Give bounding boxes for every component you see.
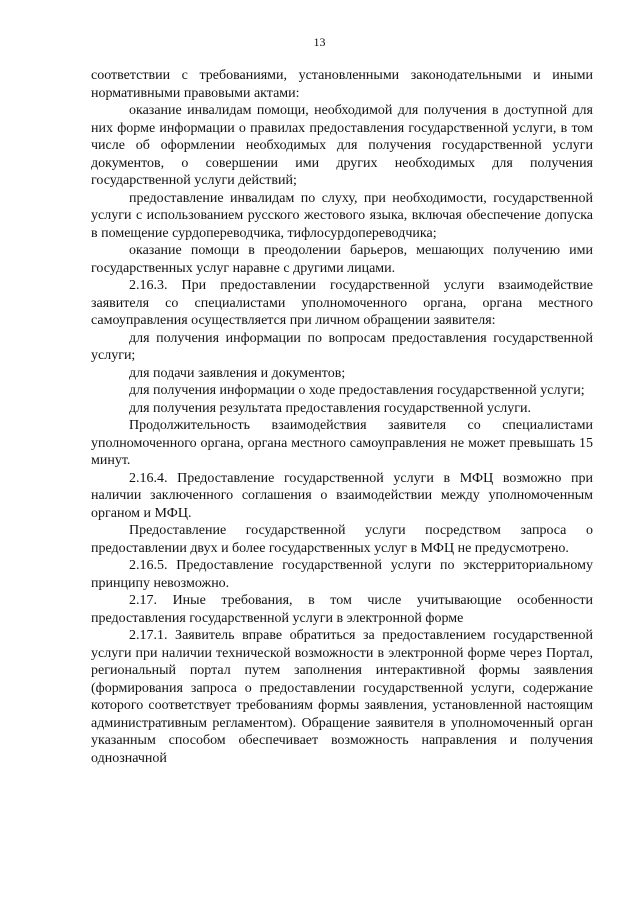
paragraph: оказание инвалидам помощи, необходимой для получения в доступной для них форме информации о правилах предоставления государственной услуги, в том числе об оформлении необходимых для получения государственной услуги документов, о совершении ими других необходимых для получения государственной услуги действий; (91, 103, 593, 188)
paragraph: для получения результата предоставления государственной услуги. (129, 400, 531, 416)
paragraph: 2.16.5. Предоставление государственной услуги по экстерриториальному принципу невозможно. (91, 558, 593, 591)
paragraph: Предоставление государственной услуги посредством запроса о предоставлении двух и более государственных услуг в МФЦ не предусмотрено. (91, 523, 593, 556)
paragraph: Продолжительность взаимодействия заявителя со специалистами уполномоченного органа, органа местного самоуправления не может превышать 15 минут. (91, 418, 593, 468)
document-body (91, 67, 593, 767)
paragraph: 2.16.3. При предоставлении государственной услуги взаимодействие заявителя со специалистами уполномоченного органа, органа местного самоуправления осуществляется при личном обращении заявителя: (91, 278, 593, 328)
paragraph: для подачи заявления и документов; (129, 365, 346, 381)
page-number: 13 (313, 35, 326, 49)
paragraph: предоставление инвалидам по слуху, при необходимости, государственной услуги с использованием русского жестового языка, включая обеспечение допуска в помещение сурдопереводчика, тифлосурдопереводчика; (91, 190, 593, 241)
paragraph: 2.17. Иные требования, в том числе учитывающие особенности предоставления государственной услуги в электронной форме (91, 593, 593, 626)
paragraph: 2.16.4. Предоставление государственной услуги в МФЦ возможно при наличии заключенного соглашения о взаимодействии между уполномоченным органом и МФЦ. (91, 470, 593, 521)
paragraph: соответствии с требованиями, установленными законодательными и иными нормативными правовыми актами: (91, 68, 593, 101)
paragraph: 2.17.1. Заявитель вправе обратиться за предоставлением государственной услуги при наличии технической возможности в электронной форме через Портал, региональный портал путем заполнения интерактивной формы заявления (формирования запроса о предоставлении государственной услуги, содержание которого соответствует требованиям формы заявления, установленной настоящим административным регламентом). Обращение заявителя в уполномоченный орган указанным способом обеспечивает возможность направления и получения однозначной (91, 628, 593, 766)
paragraph: оказание помощи в преодолении барьеров, мешающих получению ими государственных услуг наравне с другими лицами. (91, 243, 593, 276)
paragraph: для получения информации о ходе предоставления государственной услуги; (129, 383, 585, 398)
paragraph: для получения информации по вопросам предоставления государственной услуги; (91, 330, 593, 363)
